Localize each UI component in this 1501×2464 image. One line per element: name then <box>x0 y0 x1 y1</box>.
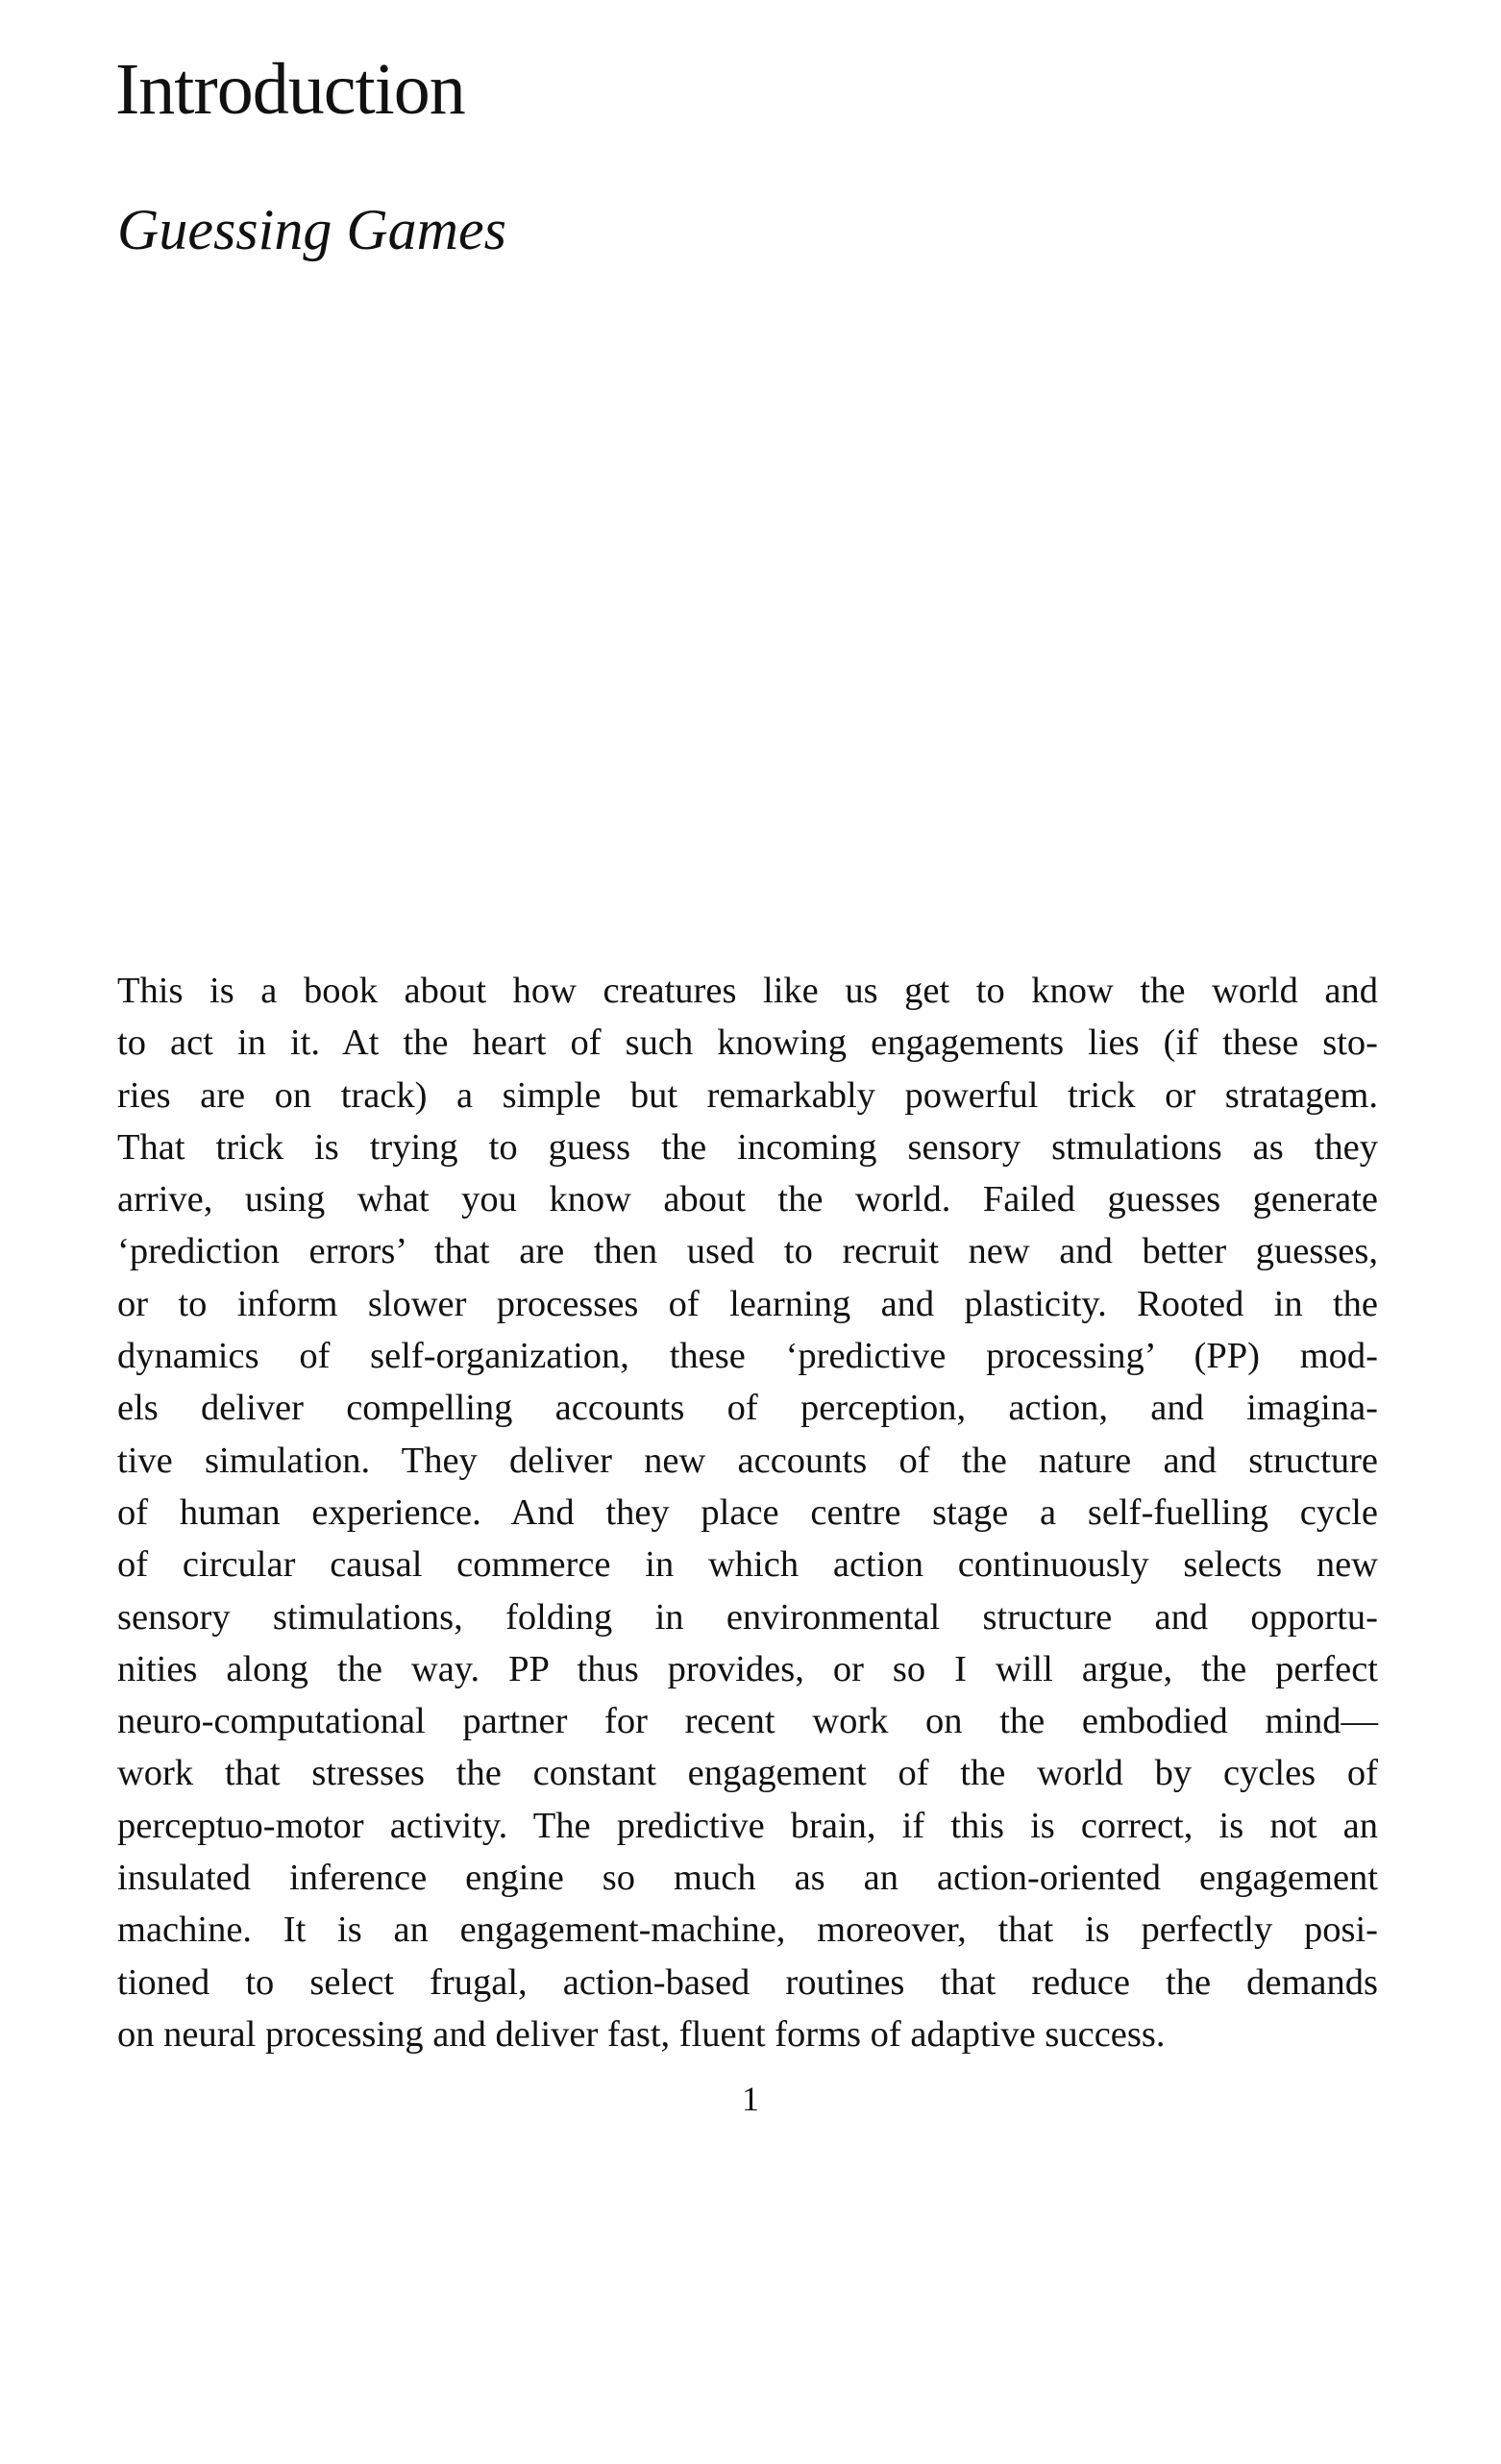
body-paragraph <box>117 965 1378 2060</box>
text-line: ‘prediction errors’ that are then used to recruit new and better guesses, <box>117 1231 1378 1272</box>
text-line: tive simulation. They deliver new accounts of the nature and structure <box>117 1440 1378 1481</box>
text-line: dynamics of self-organization, these ‘predictive processing’ (PP) mod- <box>117 1336 1378 1377</box>
text-line: els deliver compelling accounts of perception, action, and imagina- <box>117 1388 1378 1429</box>
text-line: neuro-computational partner for recent work on the embodied mind— <box>117 1701 1378 1742</box>
text-line: machine. It is an engagement-machine, moreover, that is perfectly posi- <box>117 1910 1378 1951</box>
chapter-subtitle: Guessing Games <box>117 198 506 261</box>
text-line: of human experience. And they place centre stage a self-fuelling cycle <box>117 1491 1378 1533</box>
text-line: to act in it. At the heart of such knowing engagements lies (if these sto- <box>117 1023 1378 1064</box>
text-line: arrive, using what you know about the world. Failed guesses generate <box>117 1179 1378 1220</box>
text-line: This is a book about how creatures like us get to know the world and <box>117 971 1378 1011</box>
text-line: on neural processing and deliver fast, fluent forms of adaptive success. <box>117 2013 1166 2055</box>
text-line: of circular causal commerce in which action continuously selects new <box>117 1544 1378 1586</box>
text-line: work that stresses the constant engagement of the world by cycles of <box>117 1753 1378 1794</box>
text-line: ries are on track) a simple but remarkably powerful trick or stratagem. <box>117 1074 1378 1116</box>
text-line: That trick is trying to guess the incoming sensory stmulations as they <box>117 1126 1378 1168</box>
text-line: tioned to select frugal, action-based routines that reduce the demands <box>117 1961 1378 2003</box>
text-line: sensory stimulations, folding in environmental structure and opportu- <box>117 1596 1378 1638</box>
text-line: nities along the way. PP thus provides, or so I will argue, the perfect <box>117 1648 1378 1689</box>
page-number: 1 <box>742 2080 759 2118</box>
text-line: or to inform slower processes of learning and plasticity. Rooted in the <box>117 1283 1378 1324</box>
chapter-title: Introduction <box>115 49 465 130</box>
text-line: insulated inference engine so much as an action-oriented engagement <box>117 1858 1378 1899</box>
text-line: perceptuo-motor activity. The predictive brain, if this is correct, is not an <box>117 1805 1378 1846</box>
